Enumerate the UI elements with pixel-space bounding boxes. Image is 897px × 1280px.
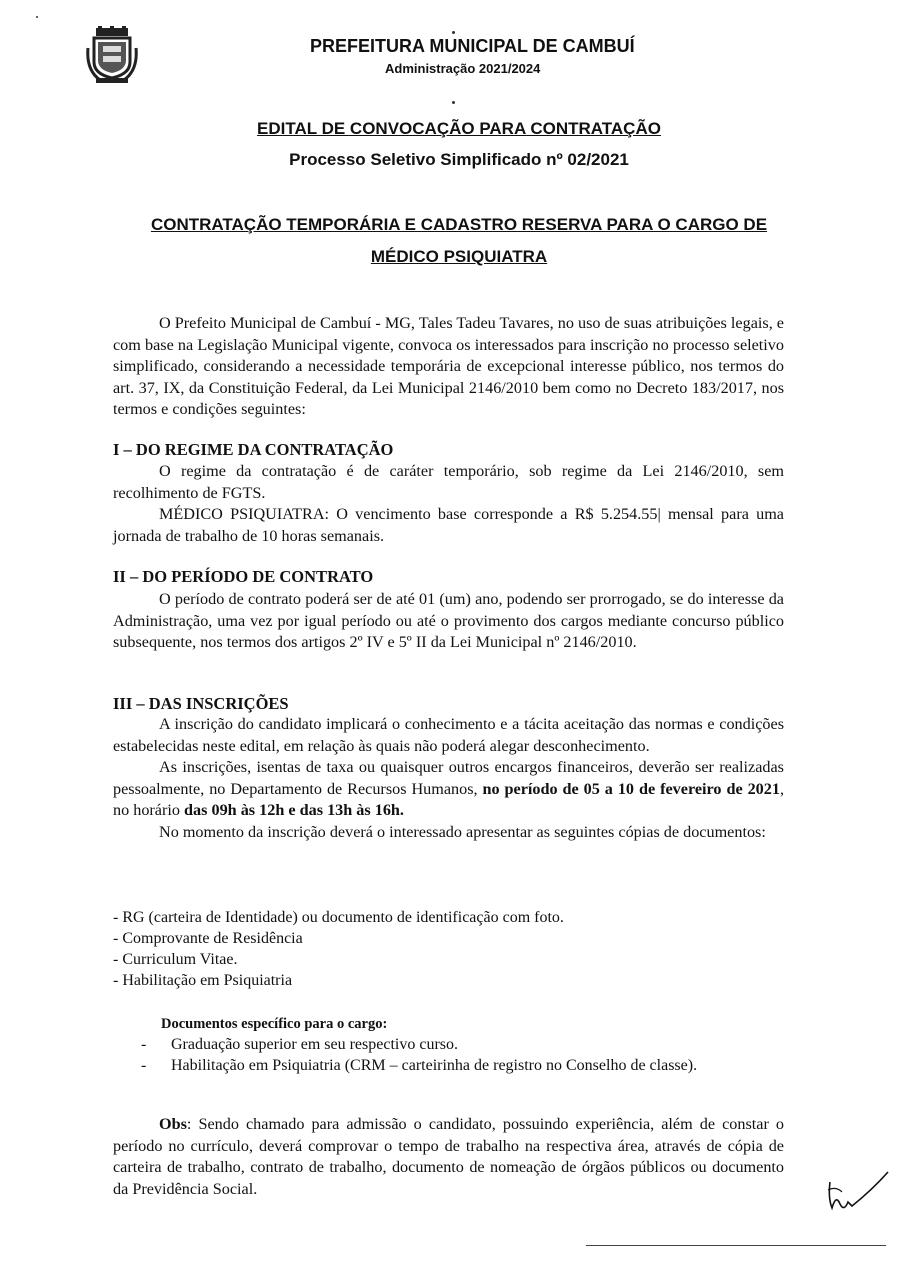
obs-paragraph [113, 1114, 784, 1200]
list-item: - Graduação superior em seu respectivo curso. [141, 1036, 458, 1053]
obs-text: : Sendo chamado para admissão o candidato, possuindo experiência, além de constar o período no currículo, deverá comprovar o tempo de trabalho na respectiva área, através de cópia de carteira de trabalho, contrato de trabalho, documento de nomeação de órgãos públicos ou documento da Previdência Social. [113, 1115, 784, 1198]
intro-text: O Prefeito Municipal de Cambuí - MG, Tales Tadeu Tavares, no uso de suas atribuições legais, e com base na Legislação Municipal vigente, convoca os interessados para inscrição no processo seletivo simplificado, considerando a necessidade temporária de excepcional interesse público, nos termos do art. 37, IX, da Constituição Federal, da Lei Municipal 2146/2010 bem como no Decreto 183/2017, nos termos e condições seguintes: [113, 314, 784, 418]
position-title-line2: MÉDICO PSIQUIATRA [370, 247, 548, 266]
section1-heading: I – DO REGIME DA CONTRATAÇÃO [113, 440, 394, 459]
municipal-coat-of-arms-icon [86, 26, 138, 84]
footer-rule [586, 1245, 886, 1246]
section3-paragraph1: A inscrição do candidato implicará o conhecimento e a tácita aceitação das normas e condições estabelecidas neste edital, em relação às quais não poderá alegar desconhecimento. [113, 715, 784, 755]
section3-body [113, 714, 784, 843]
scan-speck [36, 16, 38, 18]
registration-text: As inscrições, isentas de taxa ou quaisquer outros encargos financeiros, deverão ser realizadas pessoalmente, no Departamento de Recursos Humanos, [113, 758, 784, 798]
specific-documents-list [141, 1034, 697, 1076]
process-number: Processo Seletivo Simplificado nº 02/2021 [289, 150, 629, 169]
header-org-name: PREFEITURA MUNICIPAL DE CAMBUÍ [310, 36, 635, 56]
header-administration: Administração 2021/2024 [385, 61, 541, 76]
registration-hours: das 09h às 12h e das 13h às 16h. [184, 801, 404, 819]
section1-paragraph2: MÉDICO PSIQUIATRA: O vencimento base corresponde a R$ 5.254.55| mensal para uma jornada de trabalho de 10 horas semanais. [113, 505, 784, 545]
handwritten-signature-icon [822, 1168, 892, 1213]
section3-heading: III – DAS INSCRIÇÕES [113, 694, 289, 713]
list-item: - Habilitação em Psiquiatria [113, 972, 293, 989]
section3-paragraph3: No momento da inscrição deverá o interessado apresentar as seguintes cópias de documentos: [159, 822, 766, 841]
scan-speck [452, 101, 455, 104]
specific-documents-heading: Documentos específico para o cargo: [161, 1016, 388, 1032]
edital-title: EDITAL DE CONVOCAÇÃO PARA CONTRATAÇÃO [257, 119, 661, 138]
section2-body [113, 589, 784, 654]
section1-body [113, 461, 784, 547]
scan-speck [452, 31, 455, 34]
obs-label: Obs [159, 1115, 187, 1133]
documents-list [113, 907, 564, 991]
section2-paragraph1: O período de contrato poderá ser de até 01 (um) ano, podendo ser prorrogado, se do interesse da Administração, uma vez por igual período ou até o provimento dos cargos mediante concurso público subsequente, nos termos dos artigos 2º IV e 5º II da Lei Municipal nº 2146/2010. [113, 590, 784, 651]
section1-paragraph1: O regime da contratação é de caráter temporário, sob regime da Lei 2146/2010, sem recolhimento de FGTS. [113, 462, 784, 502]
section3-paragraph2 [113, 757, 784, 822]
list-item: - Comprovante de Residência [113, 930, 303, 947]
intro-paragraph [113, 313, 784, 421]
position-title-line1: CONTRATAÇÃO TEMPORÁRIA E CADASTRO RESERVA PARA O CARGO DE [150, 215, 768, 234]
list-item: - RG (carteira de Identidade) ou documento de identificação com foto. [113, 909, 564, 926]
registration-hours-label: , no horário [113, 779, 784, 819]
list-item: - Curriculum Vitae. [113, 951, 238, 968]
list-item: - Habilitação em Psiquiatria (CRM – carteirinha de registro no Conselho de classe). [141, 1057, 698, 1074]
registration-period: no período de 05 a 10 de fevereiro de 2021 [482, 779, 780, 798]
section2-heading: II – DO PERÍODO DE CONTRATO [113, 567, 374, 586]
